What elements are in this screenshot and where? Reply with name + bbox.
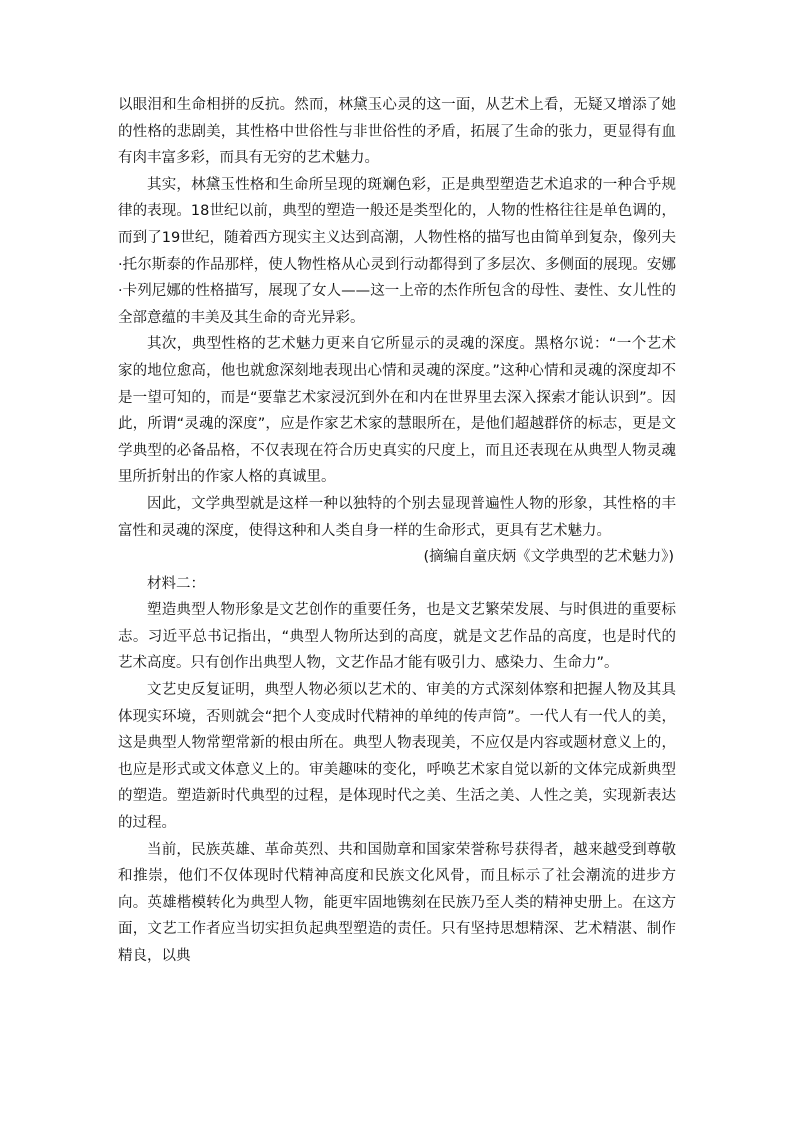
paragraph-literary-history: 文艺史反复证明，典型人物必须以艺术的、审美的方式深刻体察和把握人物及其具体现实环境，否则就会“把个人变成时代精神的单纯的传声筒”。一代人有一代人的美，这是典型人物常塑常新的根由所在。典型人物表现美，不应仅是内容或题材意义上的，也应是形式或文体意义上的。审美趣味的变化，呼唤艺术家自觉以新的文体完成新典型的塑造。塑造新时代典型的过程，是体现时代之美、生活之美、人性之美，实现新表达的过程。	[118, 682, 676, 832]
paragraph-heroes-models: 当前，民族英雄、革命英烈、共和国勋章和国家荣誉称号获得者，越来越受到尊敬和推崇，他们不仅体现时代精神高度和民族文化风骨，而且标示了社会潮流的进步方向。英雄楷模转化为典型人物，能更牢固地镌刻在民族乃至人类的精神史册上。在这方面，文艺工作者应当切实担负起典型塑造的责任。只有坚持思想精深、艺术精湛、制作精良，以典	[118, 841, 676, 964]
paragraph-lin-daiyu-tragic-beauty: 以眼泪和生命相拼的反抗。然而，林黛玉心灵的这一面，从艺术上看，无疑又增添了她的性格的悲剧美，其性格中世俗性与非世俗性的矛盾，拓展了生命的张力，更显得有血有肉丰富多彩，而具有无穷的艺术魅力。	[118, 97, 676, 167]
paragraph-conclusion: 因此，文学典型就是这样一种以独特的个别去显现普遍性人物的形象，其性格的丰富性和灵魂的深度，使得这种和人类自身一样的生命形式，更具有艺术魅力。	[118, 495, 676, 539]
document-page	[118, 92, 676, 970]
paragraph-soul-depth: 其次，典型性格的艺术魅力更来自它所显示的灵魂的深度。黑格尔说：“一个艺术家的地位愈高，他也就愈深刻地表现出心情和灵魂的深度。”这种心情和灵魂的深度却不是一望可知的，而是“要靠艺术家浸沉到外在和内在世界里去深入探索才能认识到”。因此，所谓“灵魂的深度”，应是作家艺术家的慧眼所在，是他们超越群侪的标志，更是文学典型的必备品格，不仅表现在符合历史真实的尺度上，而且还表现在从典型人物灵魂里所折射出的作家人格的真诚里。	[118, 336, 676, 486]
material-two-heading: 材料二：	[147, 575, 205, 592]
paragraph-typical-characters-task: 塑造典型人物形象是文艺创作的重要任务，也是文艺繁荣发展、与时俱进的重要标志。习近平总书记指出，“典型人物所达到的高度，就是文艺作品的高度，也是时代的艺术高度。只有创作出典型人物，文艺作品才能有吸引力、感染力、生命力”。	[118, 602, 676, 672]
paragraph-typical-shaping-colors: 其实，林黛玉性格和生命所呈现的斑斓色彩，正是典型塑造艺术追求的一种合乎规律的表现。18世纪以前，典型的塑造一般还是类型化的，人物的性格往往是单色调的，而到了19世纪，随着西方现实主义达到高潮，人物性格的描写也由简单到复杂，像列夫·托尔斯泰的作品那样，使人物性格从心灵到行动都得到了多层次、多侧面的展现。安娜·卡列尼娜的性格描写，展现了女人——这一上帝的杰作所包含的母性、妻性、女儿性的全部意蕴的丰美及其生命的奇光异彩。	[118, 176, 676, 326]
source-citation: (摘编自童庆炳《文学典型的艺术魅力》)	[423, 549, 674, 566]
